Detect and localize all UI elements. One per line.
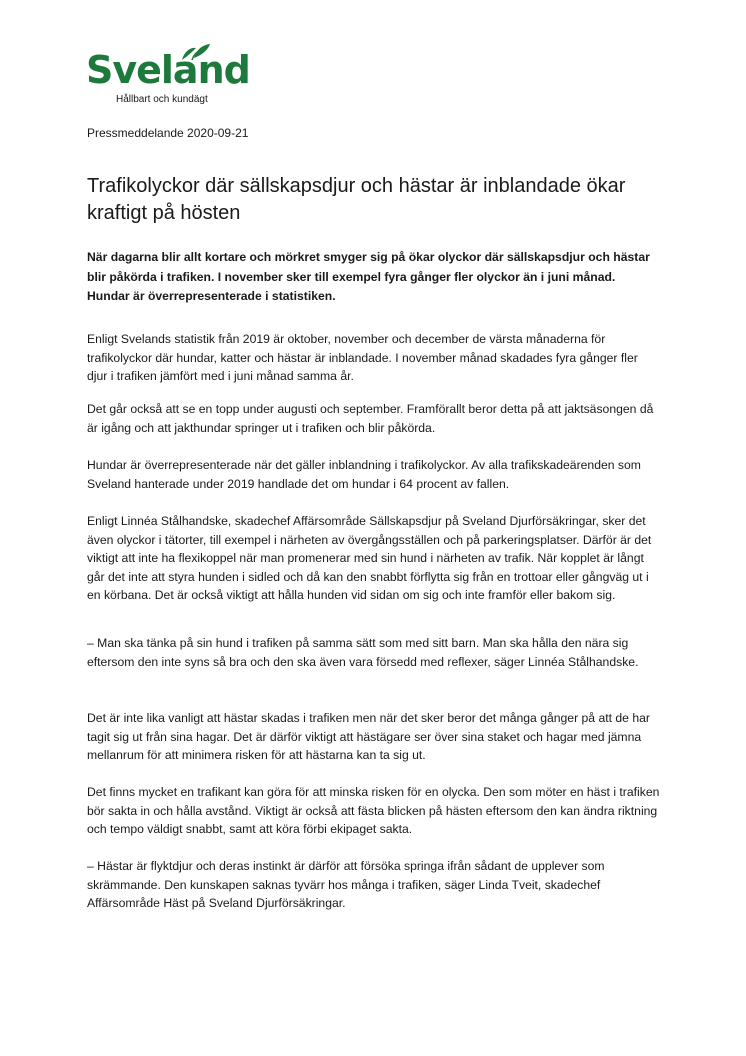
logo-wordmark: Sveland bbox=[86, 48, 250, 92]
body-paragraph-5: – Man ska tänka på sin hund i trafiken på samma sätt som med sitt barn. Man ska hålla den nära sig eftersom den inte syns så bra och den ska även vara försedd med reflexer, säger Linnéa Stålhandske. bbox=[87, 636, 639, 669]
body-paragraph-8: – Hästar är flyktdjur och deras instinkt är därför att försöka springa ifrån sådant de upplever som skrämmande. Den kunskapen saknas tyvärr hos många i trafiken, säger Linda Tveit, skadechef Affärsområde Häst på Sveland Djurförsäkringar. bbox=[87, 859, 605, 911]
body-paragraph-3: Hundar är överrepresenterade när det gäller inblandning i trafikolyckor. Av alla trafikskadeärenden som Sveland hanterade under 2019 handlade det om hundar i 64 procent av fallen. bbox=[87, 458, 641, 491]
press-release-dateline: Pressmeddelande 2020-09-21 bbox=[87, 126, 249, 140]
body-paragraph-1: Enligt Svelands statistik från 2019 är oktober, november och december de värsta månaderna för trafikolyckor där hundar, katter och hästar är inblandade. I november månad skadades fyra gånger fler djur i trafiken jämfört med i juni månad samma år. bbox=[87, 332, 638, 384]
body-paragraph-2: Det går också att se en topp under augusti och september. Framförallt beror detta på att jaktsäsongen då är igång och att jakthundar springer ut i trafiken och blir påkörda. bbox=[87, 402, 654, 435]
body-paragraph-4: Enligt Linnéa Stålhandske, skadechef Affärsområde Sällskapsdjur på Sveland Djurförsäkringar, sker det även olyckor i tätorter, till exempel i närheten av övergångsställen och på parkeringsplatser. Därför är det viktigt att inte ha flexikoppel när man promenerar med sin hund i närheten av trafik. När kopplet är långt går det inte att styra hunden i sidled och då kan den snabbt förflytta sig från en trottoar eller gångväg ut i en körbana. Det är också viktigt att hålla hunden vid sidan om sig och inte framför eller bakom sig. bbox=[87, 514, 652, 603]
logo-tagline: Hållbart och kundägt bbox=[116, 94, 208, 105]
body-paragraph-7: Det finns mycket en trafikant kan göra för att minska risken för en olycka. Den som möter en häst i trafiken bör sakta in och hålla avstånd. Viktigt är också att fästa blicken på hästen eftersom den kan ändra riktning och tempo väldigt snabbt, samt att köra förbi ekipaget sakta. bbox=[87, 785, 660, 837]
sveland-logo bbox=[86, 42, 250, 112]
lead-paragraph: När dagarna blir allt kortare och mörkret smyger sig på ökar olyckor där sällskapsdjur och hästar blir påkörda i trafiken. I november sker till exempel fyra gånger fler olyckor än i juni månad. Hundar är överrepresenterade i statistiken. bbox=[87, 250, 650, 303]
body-paragraph-6: Det är inte lika vanligt att hästar skadas i trafiken men när det sker beror det många gånger på att de har tagit sig ut från sina hagar. Det är därför viktigt att hästägare ser över sina staket och hagar med jämna mellanrum för att minimera risken för att hästarna kan ta sig ut. bbox=[87, 711, 650, 763]
headline: Trafikolyckor där sällskapsdjur och hästar är inblandade ökar kraftigt på hösten bbox=[87, 175, 626, 224]
